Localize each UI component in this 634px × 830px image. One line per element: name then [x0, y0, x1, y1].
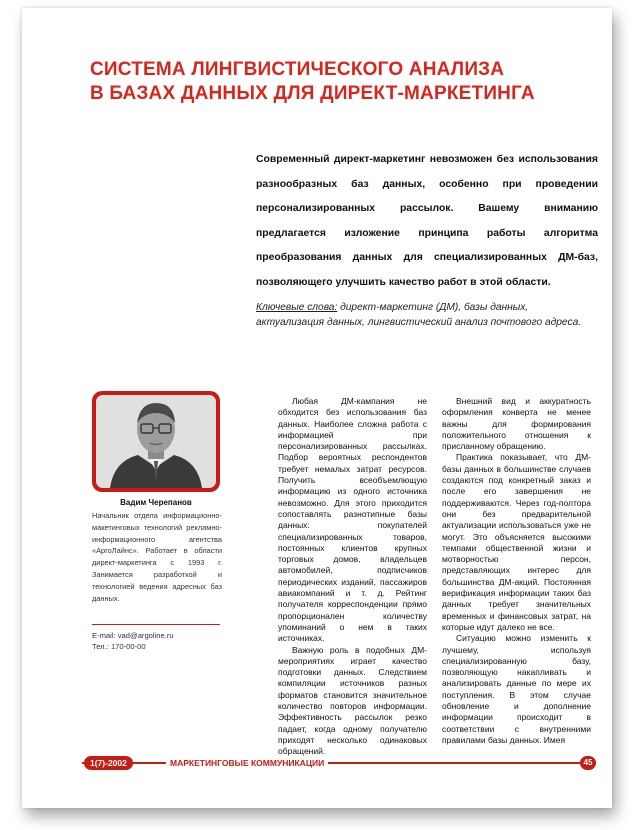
- paragraph: Ситуацию можно изменить к лучшему, используя специализированную базу, позволяющую накапливать и анализировать данные по мере их поступления. В этом случае обновление и дополнение информации происходит в соответствии с внутренними правилами базы данных. Имея: [442, 633, 591, 745]
- paragraph: Любая ДМ-кампания не обходится без использования баз данных. Наиболее сложна работа с информацией при персонализированных рассылках. Подбор вероятных респондентов требует немалых затрат ресурсов. Получить всеобъемлющую информацию из одного источника невозможно. Для этого приходится сопоставлять разнотипные базы данных: покупателей специализированных товаров, постоянных клиентов крупных торговых домов, владельцев автомобилей, подписчиков периодических изданий, пассажиров авиакомпаний и т. д. Рейтинг получателя корреспонденции прямо пропорционален количеству упоминаний о нем в таких источниках.: [278, 396, 427, 644]
- keywords-label: Ключевые слова:: [256, 302, 338, 313]
- paragraph: Важную роль в подобных ДМ-мероприятиях играет качество подготовки данных. Следствием компиляции источников разных форматов становится значительное количество повторов информации. Эффективность рассылок резко падает, когда одному получателю приходят несколько одинаковых обращений.: [278, 644, 427, 757]
- keywords-text: директ-маркетинг (ДМ), базы данных, актуализация данных, лингвистический анализ почтового адреса.: [256, 302, 582, 328]
- author-photo: [92, 391, 220, 492]
- body-column-2: [442, 396, 591, 746]
- footer-rule: [82, 762, 596, 764]
- author-bio: Начальник отдела информационно-макетинговых технологий рекламно-информационного агентства «АргоЛайнс». Работает в области директ-маркетинга с 1993 г. Занимается разработкой и технологией ведения адресных баз данных.: [92, 511, 222, 603]
- journal-name: МАРКЕТИНГОВЫЕ КОММУНИКАЦИИ: [166, 756, 328, 770]
- article-title-line-1: СИСТЕМА ЛИНГВИСТИЧЕСКОГО АНАЛИЗА: [90, 59, 505, 80]
- article-title-line-2: В БАЗАХ ДАННЫХ ДЛЯ ДИРЕКТ-МАРКЕТИНГА: [90, 83, 535, 104]
- author-portrait-image: [92, 391, 220, 492]
- author-contacts: [92, 630, 222, 652]
- page-number: 45: [580, 756, 596, 770]
- article-abstract: Современный директ-маркетинг невозможен без использования разнообразных баз данных, особенно при проведении персонализированных рассылок. Вашему вниманию предлагается изложение принципа работы алгоритма преобразования данных для специализированных ДМ-баз, позволяющего улучшить качество работ в этой области.: [256, 154, 598, 288]
- author-name: Вадим Черепанов: [120, 498, 192, 507]
- keywords: [256, 300, 598, 330]
- article-title: [90, 58, 590, 106]
- author-phone: Тел.: 170-00-00: [92, 642, 146, 651]
- paragraph: Внешний вид и аккуратность оформления конверта не менее важны для формирования положительного отношения к присланному обращению.: [442, 396, 591, 452]
- journal-page: [22, 8, 612, 808]
- author-email: E-mail: vad@argoline.ru: [92, 631, 174, 640]
- issue-badge: 1(7)-2002: [84, 756, 133, 770]
- paragraph: Практика показывает, что ДМ-базы данных в большинстве случаев создаются под конкретный заказ и после его завершения не поддерживаются. Через год-полтора они без предварительной актуализации использоваться уже не могут. Это объясняется высокими темпами общественной жизни и мотворностью персон, представляющих интерес для большинства ДМ-акций. Постоянная верификация информации таких баз данных требует значительных временных и финансовых затрат, на которые идут далеко не все.: [442, 452, 591, 632]
- page-footer: [82, 756, 596, 770]
- author-separator: [92, 624, 220, 625]
- body-column-1: [278, 396, 427, 758]
